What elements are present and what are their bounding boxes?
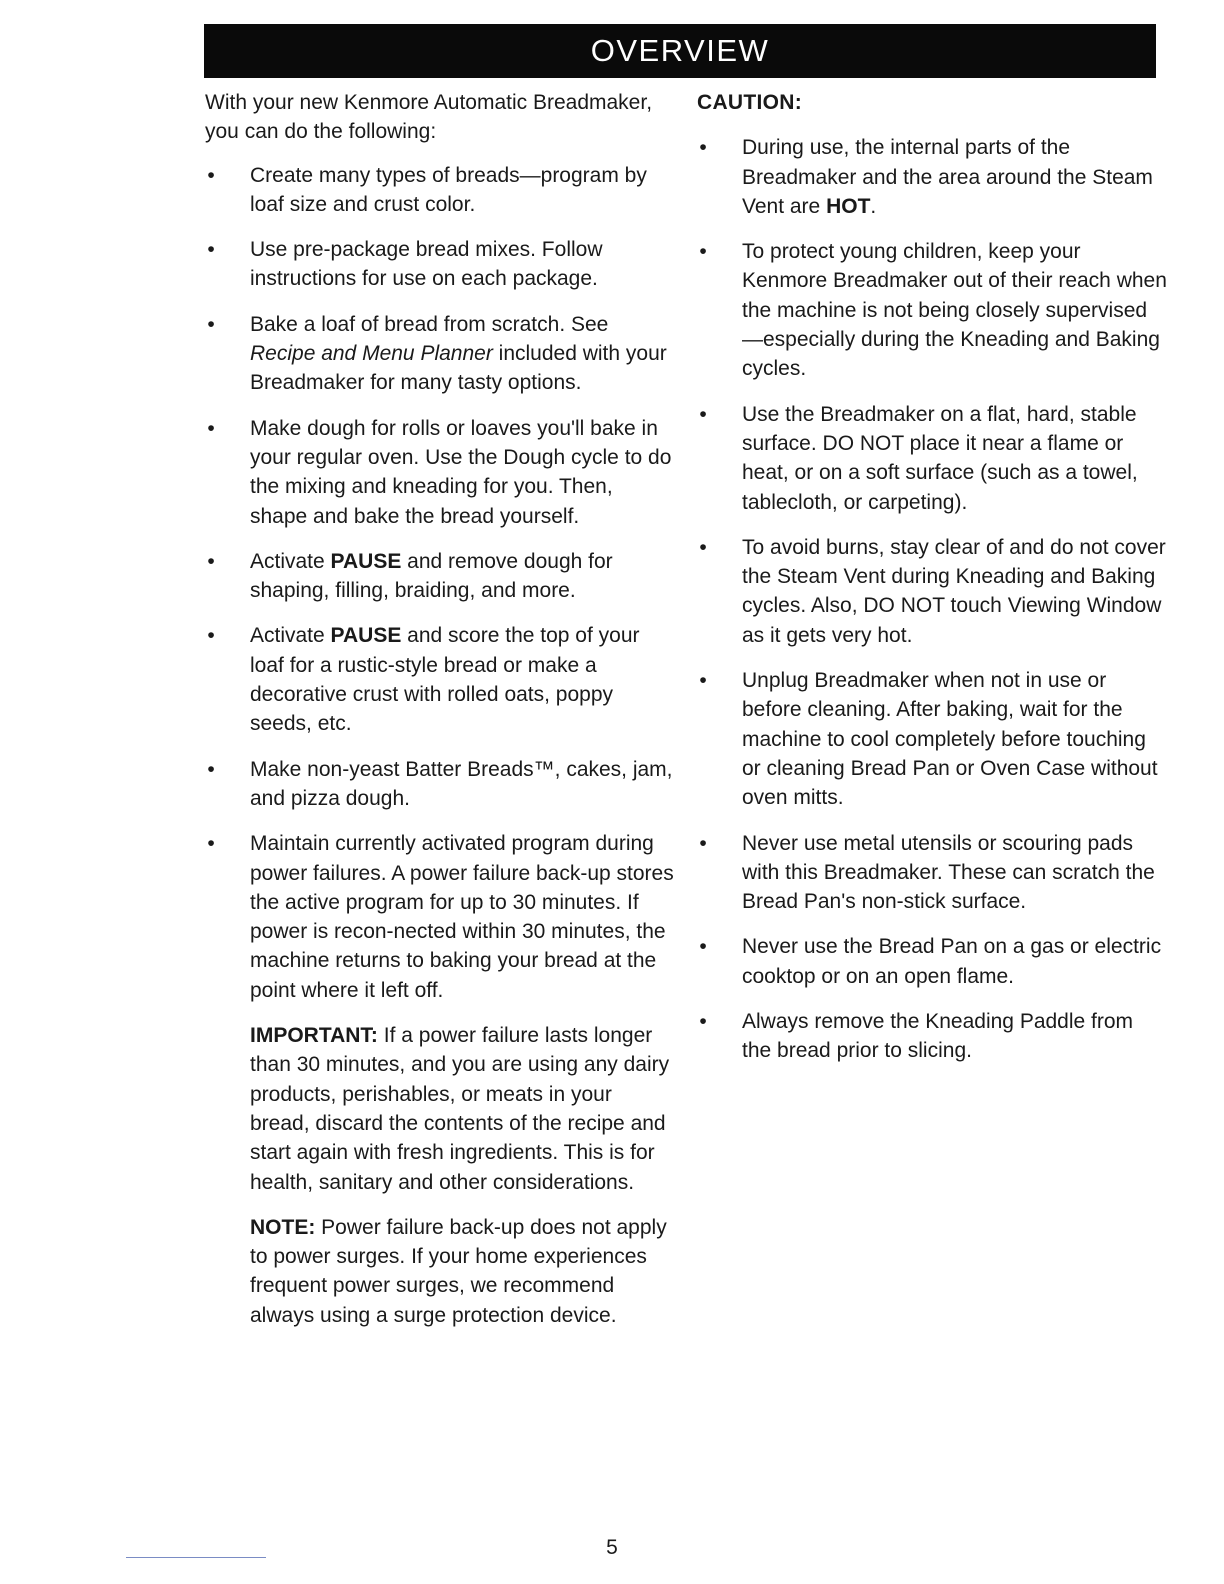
bullet-icon: • [699,935,707,959]
bullet-icon: • [207,549,215,573]
bullet-icon: • [699,402,707,426]
list-item: • Always remove the Kneading Paddle from the bread prior to slicing. [697,1007,1167,1066]
intro-text: With your new Kenmore Automatic Breadmaker, you can do the following: [205,91,653,144]
list-item: • Make non-yeast Batter Breads™, cakes, jam, and pizza dough. [205,755,675,814]
hot-keyword: HOT [826,194,871,218]
list-item: • Maintain currently activated program during power failures. A power failure back-up stores the active program for up to 30 minutes. If power is recon-nected within 30 minutes, the machine returns to baking your bread at the point where it left off. [205,829,675,1005]
important-label: IMPORTANT: [250,1024,378,1048]
list-item: • Bake a loaf of bread from scratch. See Recipe and Menu Planner included with your Breadmaker for many tasty options. [205,310,675,398]
list-item: • Activate PAUSE and remove dough for shaping, filling, braiding, and more. [205,547,675,606]
note-label: NOTE: [250,1215,316,1239]
caution-list [697,133,1167,1065]
bullet-icon: • [699,831,707,855]
list-item: • Never use metal utensils or scouring pads with this Breadmaker. These can scratch the Bread Pan's non-stick surface. [697,829,1167,917]
list-item: • Activate PAUSE and score the top of your loaf for a rustic-style bread or make a decorative crust with rolled oats, poppy seeds, etc. [205,621,675,738]
caution-heading: CAUTION: [697,91,803,114]
section-header [204,24,1156,78]
bullet-icon: • [699,240,707,264]
list-item: • Use the Breadmaker on a flat, hard, stable surface. DO NOT place it near a flame or heat, or on a soft surface (such as a towel, tablecloth, or carpeting). [697,400,1167,517]
right-column [697,88,1167,1082]
list-item: • Unplug Breadmaker when not in use or before cleaning. After baking, wait for the machine to cool completely before touching or cleaning Bread Pan or Oven Case without oven mitts. [697,666,1167,812]
list-item: • Create many types of breads—program by loaf size and crust color. [205,161,675,220]
list-item: • To avoid burns, stay clear of and do not cover the Steam Vent during Kneading and Baking cycles. Also, DO NOT touch Viewing Window as it gets very hot. [697,533,1167,650]
bullet-icon: • [699,1010,707,1034]
important-note: IMPORTANT: If a power failure lasts longer than 30 minutes, and you are using any dairy products, perishables, or meats in your bread, discard the contents of the recipe and start again with fresh ingredients. This is for health, sanitary and other considerations. [250,1024,670,1194]
bullet-icon: • [207,757,215,781]
bullet-icon: • [207,416,215,440]
list-item: • During use, the internal parts of the Breadmaker and the area around the Steam Vent are HOT. [697,133,1167,221]
list-item: • Never use the Bread Pan on a gas or electric cooktop or on an open flame. [697,932,1167,991]
section-title: OVERVIEW [590,33,770,68]
bullet-icon: • [207,163,215,187]
bullet-icon: • [699,535,707,559]
bullet-icon: • [207,832,215,856]
footer-rule [126,1557,266,1558]
list-item: • To protect young children, keep your Kenmore Breadmaker out of their reach when the machine is not being closely supervised—especially during the Kneading and Baking cycles. [697,237,1167,383]
features-list [205,161,675,1005]
bullet-icon: • [207,238,215,262]
bullet-icon: • [207,312,215,336]
bullet-icon: • [699,669,707,693]
pause-keyword: PAUSE [330,549,402,573]
left-column [205,88,675,1346]
page-number: 5 [606,1536,618,1559]
book-title: Recipe and Menu Planner [250,342,493,366]
power-note: NOTE: Power failure back-up does not apply to power surges. If your home experiences frequent power surges, we recommend always using a surge protection device. [250,1215,667,1327]
bullet-icon: • [699,136,707,160]
list-item: • Use pre-package bread mixes. Follow instructions for use on each package. [205,235,675,294]
pause-keyword: PAUSE [330,624,402,648]
bullet-icon: • [207,624,215,648]
list-item: • Make dough for rolls or loaves you'll bake in your regular oven. Use the Dough cycle to do the mixing and kneading for you. Then, shape and bake the bread yourself. [205,414,675,531]
